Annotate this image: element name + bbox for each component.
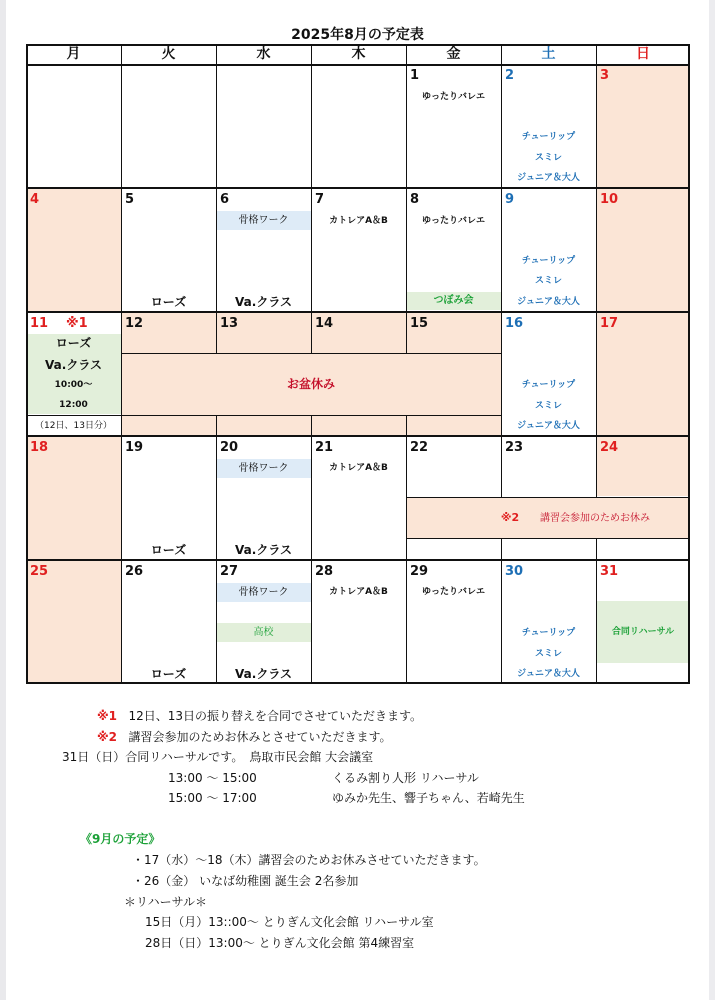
page-title: 2025年8月の予定表 xyxy=(291,27,424,43)
calendar-grid xyxy=(26,44,690,684)
event-kokkaku-work: 骨格ワーク xyxy=(238,587,289,598)
event-tulip: チューリップ xyxy=(521,380,576,390)
date-20: 20 xyxy=(220,440,239,455)
event-cattleya: カトレアA＆B xyxy=(329,463,388,473)
date-22: 22 xyxy=(410,440,429,455)
date-28: 28 xyxy=(315,564,334,579)
weekday-mon: 月 xyxy=(66,46,81,62)
date-19: 19 xyxy=(125,440,144,455)
makeup-line xyxy=(26,415,121,416)
date-15: 15 xyxy=(410,316,429,331)
event-obon: お盆休み xyxy=(286,377,335,391)
event-tsubomi: つぼみ会 xyxy=(433,295,474,306)
event-rose: ローズ xyxy=(150,667,187,681)
date-6: 6 xyxy=(220,192,230,207)
grid-line xyxy=(26,435,690,437)
weekday-sat: 土 xyxy=(541,46,556,62)
right-border-strip xyxy=(709,0,715,1000)
weekday-wed: 水 xyxy=(256,46,271,62)
grid-line xyxy=(26,64,690,66)
date-16: 16 xyxy=(505,316,524,331)
grid-line xyxy=(26,559,690,561)
date-18: 18 xyxy=(30,440,49,455)
event-rose: ローズ xyxy=(55,336,92,350)
weekday-tue: 火 xyxy=(161,46,176,62)
grid-line xyxy=(26,682,690,684)
date-3: 3 xyxy=(600,68,610,83)
event-makeup-note: （12日、13日分） xyxy=(35,421,112,431)
event-tulip: チューリップ xyxy=(521,256,576,266)
date-25: 25 xyxy=(30,564,49,579)
september-line-1: ・17（水）～18（木）講習会のためお休みさせていただきます。 xyxy=(132,853,486,867)
event-time-end: 12:00 xyxy=(59,400,88,410)
date-30: 30 xyxy=(505,564,524,579)
event-sumire: スミレ xyxy=(534,649,562,659)
date-24: 24 xyxy=(600,440,619,455)
date-9: 9 xyxy=(505,192,515,207)
event-yuttari-ballet: ゆったりバレエ xyxy=(422,587,485,597)
event-va-class: Va.クラス xyxy=(45,358,102,372)
grid-line xyxy=(596,44,597,684)
event-rose: ローズ xyxy=(150,543,187,557)
date-12: 12 xyxy=(125,316,144,331)
seminar-line xyxy=(406,538,690,539)
event-junior-adult: ジュニア＆大人 xyxy=(517,669,580,679)
note-mark-2: ※2 xyxy=(97,730,118,744)
date-11: 11 xyxy=(30,316,49,331)
holiday-fill-4 xyxy=(26,188,121,312)
note-2 xyxy=(97,730,392,744)
date-13: 13 xyxy=(220,316,239,331)
grid-line xyxy=(26,311,690,313)
event-cattleya: カトレアA＆B xyxy=(329,587,388,597)
note-5-text: ゆみか先生、響子ちゃん、若崎先生 xyxy=(332,791,525,805)
note-3: 31日（日）合同リハーサルです。 鳥取市民会館 大会議室 xyxy=(62,750,374,764)
event-yuttari-ballet: ゆったりバレエ xyxy=(422,216,485,226)
event-cattleya: カトレアA＆B xyxy=(329,216,388,226)
event-va-class: Va.クラス xyxy=(235,543,292,557)
left-border-strip xyxy=(0,0,6,1000)
event-time-start: 10:00～ xyxy=(54,380,93,390)
event-kokkaku-work: 骨格ワーク xyxy=(238,215,289,226)
note-1 xyxy=(97,709,422,723)
date-5: 5 xyxy=(125,192,135,207)
event-rose: ローズ xyxy=(150,295,187,309)
weekday-fri: 金 xyxy=(446,46,461,62)
grid-line xyxy=(26,44,690,46)
date-1: 1 xyxy=(410,68,420,83)
event-tulip: チューリップ xyxy=(521,132,576,142)
note-5-time: 15:00 ～ 17:00 xyxy=(168,791,257,805)
event-sumire: スミレ xyxy=(534,401,562,411)
note-1-text: 12日、13日の振り替えを合同でさせていただきます。 xyxy=(128,709,423,723)
september-heading: 《9月の予定》 xyxy=(80,832,161,846)
grid-line xyxy=(688,44,690,684)
note-mark-1: ※1 xyxy=(97,709,118,723)
event-junior-adult: ジュニア＆大人 xyxy=(517,297,580,307)
event-va-class: Va.クラス xyxy=(235,667,292,681)
date-2: 2 xyxy=(505,68,515,83)
september-rehearsal-heading: ＊リハーサル＊ xyxy=(124,895,208,909)
september-line-4: 15日（月）13::00～ とりぎん文化会館 リハーサル室 xyxy=(145,915,434,929)
event-kokkaku-work: 骨格ワーク xyxy=(238,463,289,474)
note-mark-1: ※1 xyxy=(66,316,88,331)
date-7: 7 xyxy=(315,192,325,207)
september-line-5: 28日（日）13:00～ とりぎん文化会館 第4練習室 xyxy=(145,936,415,950)
date-29: 29 xyxy=(410,564,429,579)
note-4-time: 13:00 ～ 15:00 xyxy=(168,771,257,785)
event-junior-adult: ジュニア＆大人 xyxy=(517,421,580,431)
note-4-text: くるみ割り人形 リハーサル xyxy=(332,771,479,785)
event-sumire: スミレ xyxy=(534,276,562,286)
event-yuttari-ballet: ゆったりバレエ xyxy=(422,92,485,102)
weekday-sun: 日 xyxy=(636,46,650,62)
date-26: 26 xyxy=(125,564,144,579)
date-4: 4 xyxy=(30,192,40,207)
date-17: 17 xyxy=(600,316,619,331)
date-14: 14 xyxy=(315,316,334,331)
note-2-text: 講習会参加のためお休みとさせていただきます。 xyxy=(128,730,392,744)
date-31: 31 xyxy=(600,564,619,579)
date-8: 8 xyxy=(410,192,420,207)
event-koukou: 高校 xyxy=(253,627,274,638)
obon-line xyxy=(121,415,501,416)
grid-line xyxy=(26,187,690,189)
event-junior-adult: ジュニア＆大人 xyxy=(517,173,580,183)
event-seminar-off: 講習会参加のためお休み xyxy=(540,513,650,524)
event-tulip: チューリップ xyxy=(521,628,576,638)
holiday-fill-3 xyxy=(596,64,690,188)
date-10: 10 xyxy=(600,192,619,207)
date-21: 21 xyxy=(315,440,334,455)
date-27: 27 xyxy=(220,564,239,579)
september-line-2: ・26（金） いなば幼稚園 誕生会 2名参加 xyxy=(132,874,359,888)
event-sumire: スミレ xyxy=(534,153,562,163)
event-va-class: Va.クラス xyxy=(235,295,292,309)
date-23: 23 xyxy=(505,440,524,455)
event-joint-rehearsal: 合同リハーサル xyxy=(611,627,675,637)
note-mark-2: ※2 xyxy=(500,511,520,524)
weekday-thu: 木 xyxy=(351,46,366,62)
